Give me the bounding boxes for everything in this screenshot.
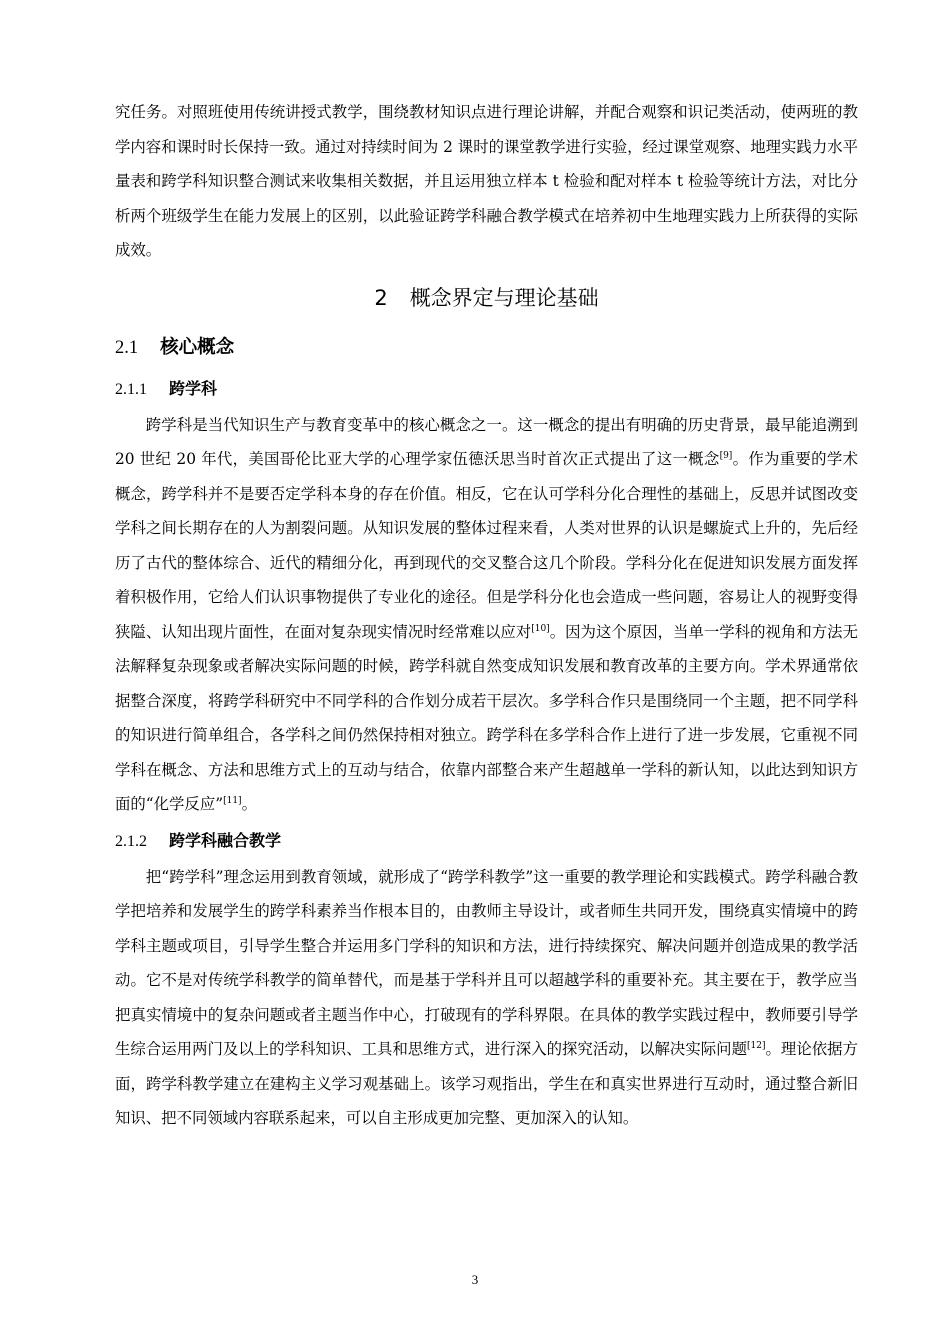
subsection-number: 2.1.1 [115, 380, 147, 398]
paragraph-text: 把“跨学科”理念运用到教育领域，就形成了“跨学科教学”这一重要的教学理论和实践模式。跨学科融合教学把培养和发展学生的跨学科素养当作根本目的，由教师主导设计，或者师生共同开发，围绕真实情境中的跨学科主题或项目，引导学生整合并运用多门学科的知识和方法，进行持续探究、解决问题并创造成果的教学活动。它不是对传统学科教学的简单替代，而是基于学科并且可以超越学科的重要补充。其主要在于，教学应当把真实情境中的复杂问题或者主题当作中心，打破现有的学科界限。在具体的教学实践过程中，教师要引导学生综合运用两门及以上的学科知识、工具和思维方式，进行深入的探究活动，以解决实际问题 [115, 867, 858, 1058]
paragraph-text: 。因为这个原因，当单一学科的视角和方法无法解释复杂现象或者解决实际问题的时候，跨学科就自然变成知识发展和教育改革的主要方向。学术界通常依据整合深度，将跨学科研究中不同学科的合作划分成若干层次。多学科合作只是围绕同一个主题，把不同学科的知识进行简单组合，各学科之间仍然保持相对独立。跨学科在多学科合作上进行了进一步发展，它重视不同学科在概念、方法和思维方式上的互动与结合，依靠内部整合来产生超越单一学科的新认知，以此达到知识方面的“化学反应” [115, 622, 858, 813]
subsection-heading-2-1-1 [115, 370, 858, 408]
page-content [115, 95, 858, 1136]
citation: [9] [719, 450, 733, 461]
chapter-heading [115, 270, 858, 328]
section-title: 核心概念 [160, 336, 235, 358]
paragraph-interdisciplinary-teaching [115, 860, 858, 1136]
subsection-title: 跨学科 [169, 378, 218, 398]
chapter-title: 概念界定与理论基础 [409, 285, 599, 310]
citation: [10] [531, 623, 550, 634]
citation: [11] [223, 795, 242, 806]
intro-paragraph: 究任务。对照班使用传统讲授式教学，围绕教材知识点进行理论讲解，并配合观察和识记类活动，使两班的教学内容和课时时长保持一致。通过对持续时间为 2 课时的课堂教学进行实验，经过课堂观察、地理实践力水平量表和跨学科知识整合测试来收集相关数据，并且运用独立样本 t 检验和配对样本 t 检验等统计方法，对比分析两个班级学生在能力发展上的区别，以此验证跨学科融合教学模式在培养初中生地理实践力上所获得的实际成效。 [115, 103, 858, 259]
paragraph-interdisciplinary [115, 408, 858, 822]
citation: [12] [747, 1040, 766, 1051]
chapter-number: 2 [374, 285, 388, 310]
paragraph-text: 。理论依据方面，跨学科教学建立在建构主义学习观基础上。该学习观指出，学生在和真实世界进行互动时，通过整合新旧知识、把不同领域内容联系起来，可以自主形成更加完整、更加深入的认知。 [115, 1040, 858, 1127]
section-heading-2-1 [115, 328, 858, 370]
subsection-heading-2-1-2 [115, 822, 858, 860]
subsection-title: 跨学科融合教学 [169, 830, 282, 850]
section-number: 2.1 [115, 337, 139, 358]
paragraph-text: 。作为重要的学术概念，跨学科并不是要否定学科本身的存在价值。相反，它在认可学科分化合理性的基础上，反思并试图改变学科之间长期存在的人为割裂问题。从知识发展的整体过程来看，人类对世界的认识是螺旋式上升的，先后经历了古代的整体综合、近代的精细分化，再到现代的交叉整合这几个阶段。学科分化在促进知识发展方面发挥着积极作用，它给人们认识事物提供了专业化的途径。但是学科分化也会造成一些问题，容易让人的视野变得狭隘、认知出现片面性，在面对复杂现实情况时经常难以应对 [115, 450, 858, 641]
paragraph-text: 跨学科是当代知识生产与教育变革中的核心概念之一。这一概念的提出有明确的历史背景，最早能追溯到 20 世纪 20 年代，美国哥伦比亚大学的心理学家伍德沃思当时首次正式提出了这一概念 [115, 415, 858, 468]
page-number: 3 [471, 1272, 479, 1287]
paragraph-text: 。 [241, 795, 257, 813]
subsection-number: 2.1.2 [115, 832, 147, 850]
